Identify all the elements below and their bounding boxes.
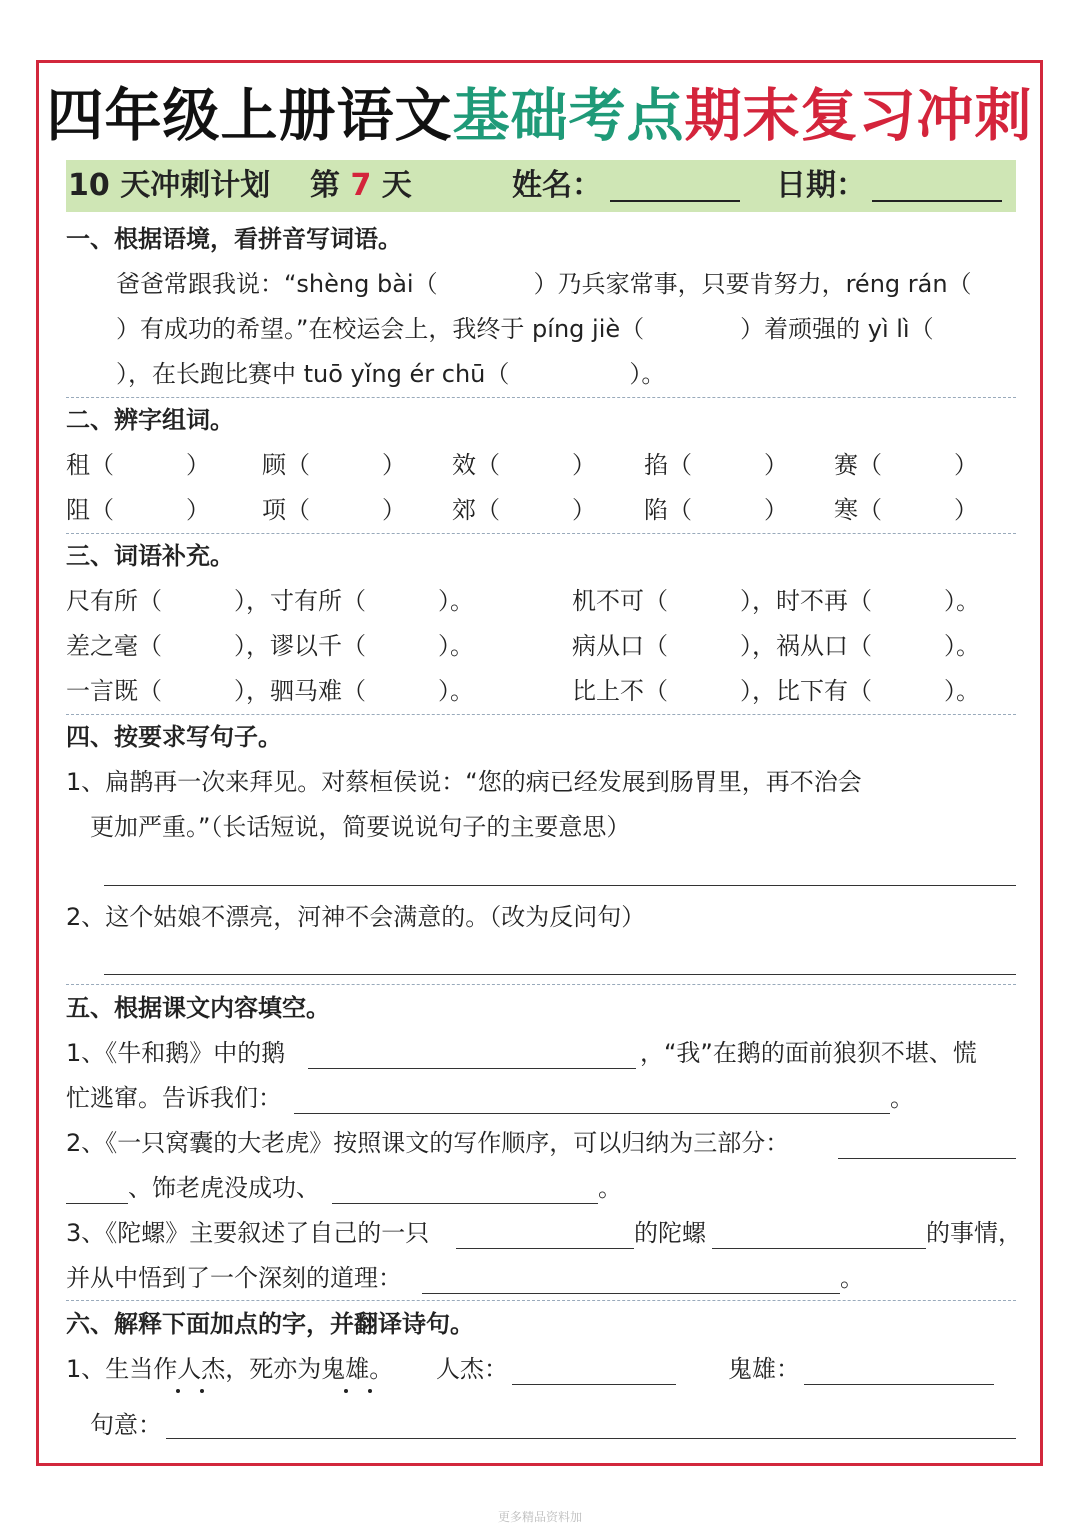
sec5-q3-end: 。 [840, 1264, 864, 1292]
title-part1: 四年级上册语文 [46, 83, 453, 149]
name-field[interactable] [610, 200, 740, 202]
separator [66, 397, 1016, 398]
sec3-r1-left: 尺有所（ ），寸有所（ ）。 [66, 587, 474, 615]
sec5-q3-a: 3、《陀螺》主要叙述了自己的一只 [66, 1219, 430, 1247]
sec4-q2-answer-line[interactable] [104, 974, 1016, 975]
plan-day [310, 160, 412, 212]
sec6-heading: 六、解释下面加点的字，并翻译诗句。 [66, 1310, 474, 1338]
sec6-q1-poem: 1、生当作人杰，死亦为鬼雄。 [66, 1355, 394, 1383]
emphasis-dot [200, 1389, 204, 1393]
separator [66, 984, 1016, 985]
sec5-q3-d: 并从中悟到了一个深刻的道理： [66, 1264, 402, 1292]
sec3-r1-right: 机不可（ ），时不再（ ）。 [572, 587, 980, 615]
separator [66, 1300, 1016, 1301]
sec5-q2-blank1[interactable] [838, 1158, 1016, 1159]
sec5-q2-blank2[interactable] [332, 1203, 598, 1204]
sec2-r2-c5: 寒（ ） [834, 496, 978, 524]
renjie-blank[interactable] [512, 1384, 676, 1385]
sec5-q1-end: 。 [890, 1084, 914, 1112]
guixiong-label: 鬼雄： [728, 1355, 800, 1383]
sec2-r1-c2: 顾（ ） [262, 451, 406, 479]
sec2-r1-c5: 赛（ ） [834, 451, 978, 479]
sec1-heading: 一、根据语境，看拼音写词语。 [66, 225, 402, 253]
sec5-q1-c: 忙逃窜。告诉我们： [66, 1084, 282, 1112]
day-number: 7 [350, 168, 372, 203]
sec4-q2: 2、这个姑娘不漂亮，河神不会满意的。（改为反问句） [66, 903, 646, 931]
guixiong-blank[interactable] [804, 1384, 994, 1385]
sec2-r2-c4: 陷（ ） [644, 496, 788, 524]
sec4-q1-answer-line[interactable] [104, 885, 1016, 886]
sec3-r3-left: 一言既（ ），驷马难（ ）。 [66, 677, 474, 705]
sec2-r1-c3: 效（ ） [452, 451, 596, 479]
sec2-r1-c4: 掐（ ） [644, 451, 788, 479]
separator [66, 714, 1016, 715]
sec5-q3-blank2[interactable] [712, 1248, 926, 1249]
title-part3: 期末复习冲刺 [684, 83, 1033, 149]
sec2-heading: 二、辨字组词。 [66, 406, 234, 434]
plan-prefix: 10 天冲刺计划 [68, 168, 271, 203]
sec3-r3-right: 比上不（ ），比下有（ ）。 [572, 677, 980, 705]
separator [66, 533, 1016, 534]
sec5-q2-blank1-cont[interactable] [66, 1203, 128, 1204]
sec5-q1-blank1[interactable] [308, 1068, 636, 1069]
sec2-r1-c1: 租（ ） [66, 451, 210, 479]
day-post: 天 [381, 168, 412, 203]
sec5-q3-blank3[interactable] [422, 1293, 840, 1294]
juyi-blank[interactable] [166, 1438, 1016, 1439]
sec4-heading: 四、按要求写句子。 [66, 723, 282, 751]
sec5-q1-blank2[interactable] [294, 1113, 890, 1114]
sec4-q1-line2: 更加严重。”（长话短说，简要说说句子的主要意思） [90, 813, 631, 841]
sec5-q2-end: 。 [598, 1174, 622, 1202]
sec5-q3-c: 的事情， [926, 1219, 1022, 1247]
day-pre: 第 [310, 168, 340, 203]
sec3-heading: 三、词语补充。 [66, 542, 234, 570]
sec2-r2-c3: 郊（ ） [452, 496, 596, 524]
sec1-line1: 爸爸常跟我说：“shèng bài（ ）乃兵家常事，只要肯努力，réng rán（ [116, 270, 972, 298]
date-field[interactable] [872, 200, 1002, 202]
sec1-line3: ），在长跑比赛中 tuō yǐng ér chū（ ）。 [116, 360, 666, 388]
sec2-r2-c1: 阻（ ） [66, 496, 210, 524]
name-label: 姓名： [512, 168, 602, 203]
sec5-q2-a: 2、《一只窝囊的大老虎》按照课文的写作顺序，可以归纳为三部分： [66, 1129, 790, 1157]
sec4-q1-line1: 1、扁鹊再一次来拜见。对蔡桓侯说：“您的病已经发展到肠胃里，再不治会 [66, 768, 862, 796]
emphasis-dot [344, 1389, 348, 1393]
sec5-q2-b: 、饰老虎没成功、 [128, 1174, 320, 1202]
date-label: 日期： [776, 168, 866, 203]
sec3-r2-left: 差之毫（ ），谬以千（ ）。 [66, 632, 474, 660]
title-part2: 基础考点 [452, 83, 685, 149]
renjie-label: 人杰： [436, 1355, 508, 1383]
sec5-heading: 五、根据课文内容填空。 [66, 994, 330, 1022]
juyi-label: 句意： [90, 1411, 162, 1439]
emphasis-dot [176, 1389, 180, 1393]
sec5-q1-a: 1、《牛和鹅》中的鹅 [66, 1039, 286, 1067]
sec5-q3-b: 的陀螺 [634, 1219, 706, 1247]
footer-watermark: 更多精品资料加 [497, 1510, 582, 1524]
sec5-q1-b: ，“我”在鹅的面前狼狈不堪、慌 [640, 1039, 977, 1067]
sec1-line2: ）有成功的希望。”在校运会上，我终于 píng jiè（ ）着顽强的 yì lì（ [116, 315, 934, 343]
plan-bar [66, 160, 1016, 212]
worksheet-title [36, 78, 1043, 154]
sec2-r2-c2: 项（ ） [262, 496, 406, 524]
emphasis-dot [368, 1389, 372, 1393]
sec5-q3-blank1[interactable] [456, 1248, 634, 1249]
sec3-r2-right: 病从口（ ），祸从口（ ）。 [572, 632, 980, 660]
